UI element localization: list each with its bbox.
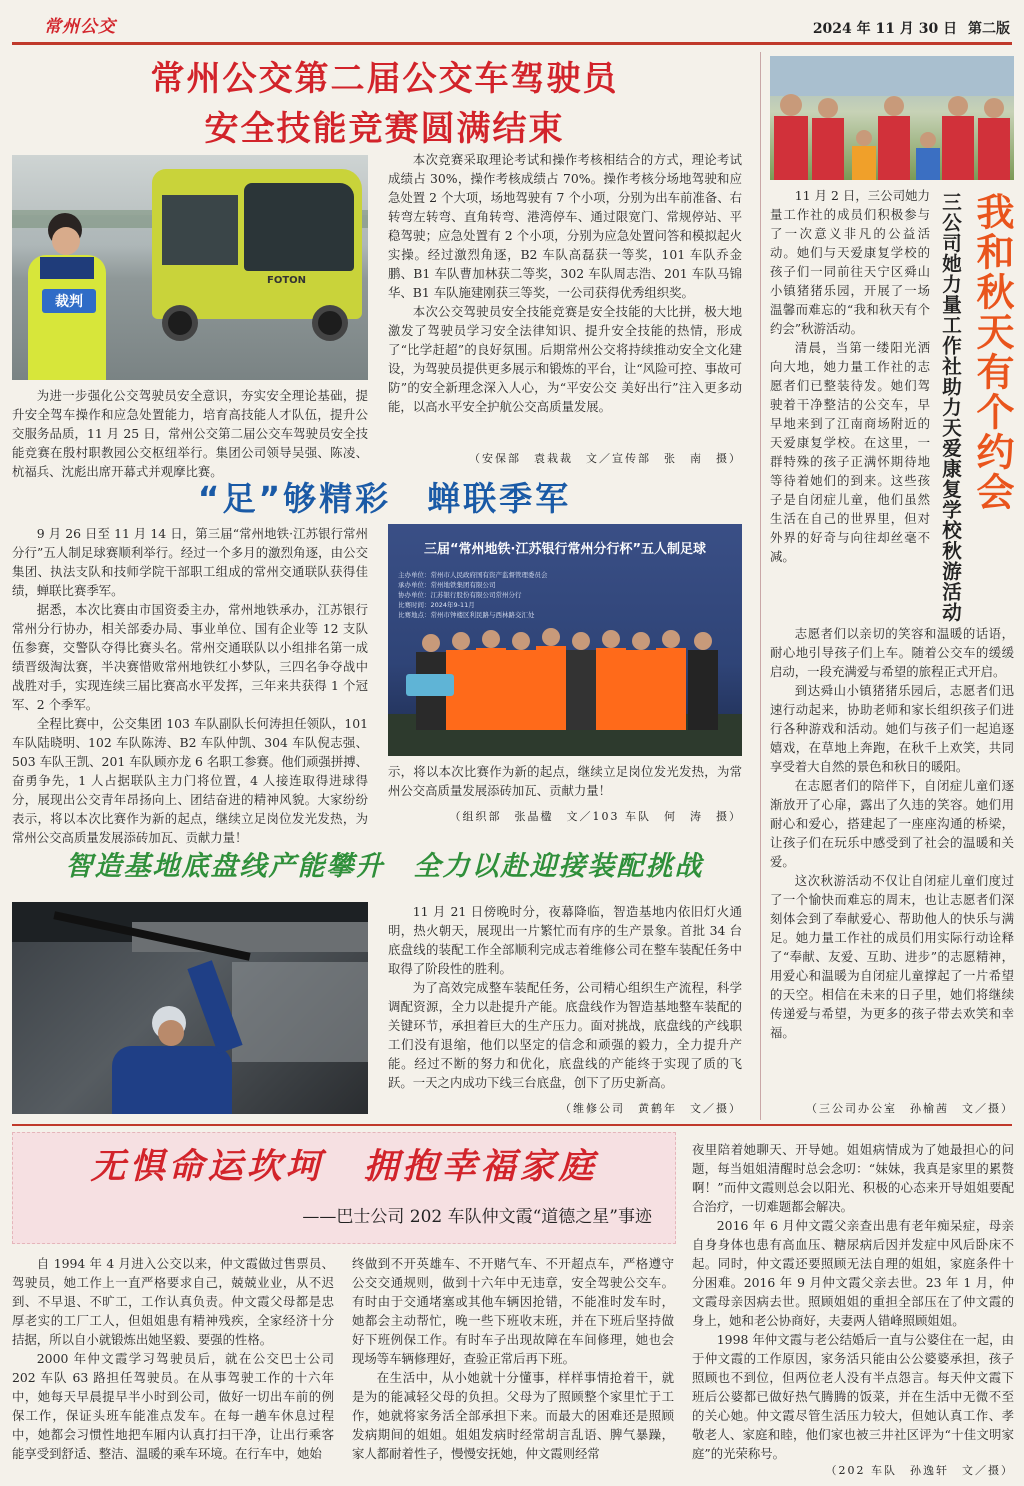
masthead (0, 0, 1024, 44)
art4-title: 我和秋天有个约会 (970, 192, 1014, 512)
art3-byline: （维修公司 黄鹤年 文／摄） (560, 1102, 742, 1115)
bottom-section-rule (12, 1124, 1012, 1126)
art5-para2-cont: 终做到不开英雄车、不开赌气车、不开超点车，严格遵守公交交通规则，做到十六年中无违章，安全驾驶公交车。有时由于交通堵塞或其他车辆因抢错，不能准时发车时，她都会主动帮忙，晚一些下班收末班，并在下班后坚持做好下班例保工作。有时车子出现故障在车间修理，她也会现场等车辆修理好，查验正常后再下班。 (352, 1256, 674, 1366)
art1-col1 (12, 386, 368, 481)
art1-title-line1: 常州公交第二届公交车驾驶员 (150, 59, 619, 99)
art1-para1: 为进一步强化公交驾驶员安全意识，夯实安全理论基础，提升安全驾车操作和应急处置能力，培育高技能人才队伍，提升公交服务品质，11 月 25 日，常州公交第二届公交车驾驶员安全技能竞赛在殷村职教园公交枢纽举行。集团公司领导吴强、陈凌、杭福兵、沈彪出席开幕式并观摩比赛。 (12, 388, 368, 479)
art3-para2: 为了高效完成整车装配任务，公司精心组织生产流程，科学调配资源，全力以赴提升产能。底盘线作为智造基地整车装配的关键环节，承担着巨大的生产压力。面对挑战，底盘线的产线职工们没有退缩，他们以坚定的信念和顽强的毅力，全力提升产能。经过不断的努力和优化，底盘线的产能终于实现了质的飞跃。一天之内成功下线三台底盘，创下了历史新高。 (388, 980, 742, 1090)
art4-para2: 清晨，当第一缕阳光洒向大地，她力量工作社的志愿者们已整装待发。她们驾驶着干净整洁的公交车，早早地来到了江南商场附近的天爱康复学校。在这里，一群特殊的孩子正满怀期待地等待着她们的到来。这些孩子是自闭症儿童，他们虽然生活在自己的世界里，但对外界的好奇与向往却丝毫不减。 (770, 340, 930, 564)
art1-col2 (388, 150, 742, 416)
info-line: 比赛时间：2024年9-11月 (398, 601, 475, 609)
art5-para3: 在生活中，从小她就十分懂事，样样事情抢着干，就是为的能减轻父母的负担。父母为了照顾整个家里忙于工作，她就将家务活全部承担下来。而最大的困难还是照顾发病期间的姐姐。姐姐发病时经常胡言乱语、脾气暴躁，家人都耐着性子，慢慢安抚她，仲文霞则经常 (352, 1370, 674, 1461)
art2-col2 (388, 762, 742, 806)
art5-para1: 自 1994 年 4 月进入公交以来，仲文霞做过售票员、驾驶员，她工作上一直严格要求自己，兢兢业业，从不迟到、不早退、不旷工，工作认真负责。仲文霞父母都是忠厚老实的工厂工人，但姐姐患有精神残疾，全家经济十分拮据，所以自小就锻炼出她坚毅、要强的性格。 (12, 1256, 334, 1347)
edition-label: 第二版 (968, 21, 1010, 37)
art5-subtitle: ——巴士公司 202 车队仲文霞“道德之星”事迹 (302, 1207, 652, 1227)
autumn-outing-photo (770, 56, 1014, 180)
masthead-logo: 常州公交 (44, 17, 116, 37)
art4-para3: 志愿者们以亲切的笑容和温暖的话语，耐心地引导孩子们上车。随着公交车的缓缓启动，一段充满爱与希望的旅程正式开启。 (770, 626, 1014, 679)
art3-para1: 11 月 21 日傍晚时分，夜幕降临，智造基地内依旧灯火通明，热火朝天，展现出一片繁忙而有序的生产景象。首批 34 台底盘线的装配工作全部顺利完成志着维修公司在整车装配任务中取得了阶段性的胜利。 (388, 904, 742, 976)
art2-para3-continued: 示，将以本次比赛作为新的起点，继续立足岗位发光发热，为常州公交高质量发展添砖加瓦、贡献力量！ (388, 764, 742, 798)
art4-para4: 到达舜山小镇猪猪乐园后，志愿者们迅速行动起来，协助老师和家长组织孩子们进行各种游戏和活动。她们与孩子们一起追逐嬉戏，在草地上奔跑，在秋千上欢笑，共同享受着大自然的景色和秋日的暖阳。 (770, 683, 1014, 774)
bus-competition-photo (12, 155, 368, 380)
referee-vest-label: 裁判 (42, 289, 96, 313)
art2-para2: 据悉，本次比赛由市国资委主办，常州地铁承办，江苏银行常州分行协办，相关部委办局、事业单位、国有企业等 12 支队伍参赛，交警队夺得比赛头名。常州交通联队以小组排名第一成绩晋级淘汰赛，半决赛惜败常州地铁红小梦队，三四名争夺战中战胜对手，实现连续三届比赛高水平发挥，三年来共获得 1 个冠军、2 个季军。 (12, 602, 368, 712)
art1-byline: （安保部 袁栽裁 文／宣传部 张 南 摄） (469, 452, 742, 465)
art4-col-wide (770, 624, 1014, 1042)
art3-col2 (388, 902, 742, 1092)
football-team-photo (388, 524, 742, 756)
art2-col1 (12, 524, 368, 845)
art4-subtitle: 三公司她力量工作社助力天爱康复学校秋游活动 (939, 192, 962, 623)
info-line: 协办单位：江苏银行股份有限公司常州分行 (398, 591, 522, 599)
bus-windshield (244, 183, 354, 271)
info-line: 比赛地点：常州市钟楼区利民路与西林路交汇处 (398, 611, 535, 619)
art1-headline (12, 54, 757, 154)
chassis-assembly-photo (12, 902, 368, 1114)
art1-para2: 本次竞赛采取理论考试和操作考核相结合的方式，理论考试成绩占 30%，操作考核成绩占 70%。操作考核分场地驾驶和应急处置 2 个大项，场地驾驶有 7 个小项，分别为出车前准备、右转弯左转弯、直角转弯、港湾停车、通过限宽门、常规停站、平稳驾驶；应急处置有 2 个小项，分别为应急处置问答和模拟起火实操。经过激烈角逐，B2 车队高磊获一等奖，101 车队乔金鹏、B1 车队曹加林获二等奖，302 车队周志浩、201 车队马锦华、B1 车队施建刚获三等奖，一公司获得优秀组织奖。 (388, 152, 742, 300)
info-line: 承办单位：常州地铁集团有限公司 (398, 581, 496, 589)
info-line: 主办单位：常州市人民政府国有资产监督管理委员会 (398, 571, 548, 579)
issue-date-text: 2024 年 11 月 30 日 (812, 21, 958, 37)
art5-col2 (352, 1254, 674, 1463)
worker-uniform (112, 1046, 232, 1114)
art2-byline: （组织部 张晶楹 文／103 车队 何 涛 摄） (449, 810, 742, 823)
art4-para6: 这次秋游活动不仅让自闭症儿童们度过了一个愉快而难忘的周末，也让志愿者们深刻体会到了奉献爱心、帮助他人的快乐与满足。她力量工作社的成员们用实际行动诠释了“奉献、友爱、互助、进步”的志愿精神，用爱心和温暖为自闭症儿童撑起了一片希望的天空。相信在未来的日子里，她们将继续传递爱与希望，为更多的孩子带去欢笑和幸福。 (770, 873, 1014, 1040)
art5-byline: （202 车队 孙逸轩 文／摄） (825, 1464, 1014, 1477)
right-col-divider (760, 52, 761, 1120)
art5-para4: 2016 年 6 月仲文霞父亲查出患有老年痴呆症，母亲自身身体也患有高血压、糖尿病后因并发症中风后卧床不起。同时，仲文霞还要照顾无法自理的姐姐，家庭条件十分困难。2016 年 9 月仲文霞父亲去世。23 年 1 月，仲文霞母亲因病去世。照顾姐姐的重担全部压在了仲文霞的身上，她和老公协商好，夫妻两人错峰照顾姐姐。 (692, 1218, 1014, 1328)
art4-byline: （三公司办公室 孙榆茜 文／摄） (806, 1102, 1014, 1115)
art5-para3-cont: 夜里陪着她聊天、开导她。姐姐病情成为了她最担心的问题，每当姐姐清醒时总会念叨：“妹妹，我真是家里的累赘啊！”而仲文霞则总会以阳光、积极的心态来开导姐姐要配合治疗，一切难题都会解决。 (692, 1142, 1014, 1214)
masthead-rule (12, 42, 1012, 45)
art5-headline: 无惧命运坎坷 拥抱幸福家庭 (90, 1146, 598, 1187)
tournament-info (398, 570, 548, 620)
art1-title-line2: 安全技能竞赛圆满结束 (204, 109, 565, 149)
art2-para1: 9 月 26 日至 11 月 14 日，第三届“常州地铁·江苏银行常州分行”五人制足球赛顺利举行。经过一个多月的激烈角逐，由公交集团、执法支队和技师学院干部职工组成的常州交通联队获得佳绩，蝉联比赛季军。 (12, 526, 368, 598)
art1-para3: 本次公交驾驶员安全技能竞赛是安全技能的大比拼，极大地激发了驾驶员学习安全法律知识、提升安全技能的热情，形成了“比学赶超”的良好氛围。后期常州公交将持续推动安全文化建设，为驾驶员提供更多展示和锻炼的平台，让“风险可控、事故可防”的安全新理念深入人心，为“平安公交 美好出行”注入更多动能，以高水平安全护航公交高质量发展。 (388, 304, 742, 414)
art5-col3 (692, 1140, 1014, 1463)
art5-para5: 1998 年仲文霞与老公结婚后一直与公婆住在一起，由于仲文霞的工作原因，家务活只能由公公婆婆承担，孩子照顾也不到位，但两位老人没有半点怨言。每天仲文霞下班后公婆都已做好热气腾腾的饭菜，并在生活中无微不至的关心她。仲文霞尽管生活压力较大，但她认真工作、孝敬老人、家庭和睦，他们家也被三井社区评为“十佳文明家庭”的光荣称号。 (692, 1332, 1014, 1461)
tournament-banner-text: 三届“常州地铁·江苏银行常州分行杯”五人制足球 (423, 542, 707, 557)
art4-para5: 在志愿者们的陪伴下，自闭症儿童们逐渐放开了心扉，露出了久违的笑容。她们用耐心和爱心，搭建起了一座座沟通的桥梁，让孩子们在玩乐中感受到了社会的温暖和关爱。 (770, 778, 1014, 869)
art5-para2: 2000 年仲文霞学习驾驶员后，就在公交巴士公司 202 车队 63 路担任驾驶员。在从事驾驶工作的十六年中，她每天早晨提早半小时到公司，做好一切出车前的例保工作，保证头班车能准点发车。在每一趟车休息过程中，她都会习惯性地把车厢内认真打扫干净，让出行乘客能享受到舒适、整洁、温暖的乘车环境。在行车中，她始 (12, 1351, 334, 1461)
art2-headline: “足”够精彩 蝉联季军 (197, 479, 572, 518)
bus-brand: FOTON (267, 275, 307, 286)
art4-col-narrow (770, 186, 930, 620)
art4-para1: 11 月 2 日，三公司她力量工作社的成员们积极参与了一次意义非凡的公益活动。她们与天爱康复学校的孩子们一同前往天宁区舜山小镇猪猪乐园，开展了一场温馨而难忘的“我和秋天有个约会”秋游活动。 (770, 188, 930, 336)
issue-date (813, 18, 1010, 38)
art2-para3: 全程比赛中，公交集团 103 车队副队长何涛担任领队，101 车队陆晓明、102 车队陈涛、B2 车队仲凯、304 车队倪志强、503 车队王凯、201 车队顾亦龙 6 名职工参赛。他们顽强拼搏、奋勇争先，1 人占据联队主力门将位置，4 人接连取得进球得分，展现出公交青年昂扬向上、团结奋进的精神风貌。大家纷纷表示，将以本次比赛作为新的起点，继续立足岗位发光发热，为常州公交高质量发展添砖加瓦、贡献力量！ (12, 716, 368, 845)
art5-col1 (12, 1254, 334, 1463)
art3-headline: 智造基地底盘线产能攀升 全力以赴迎接装配挑战 (65, 851, 704, 882)
